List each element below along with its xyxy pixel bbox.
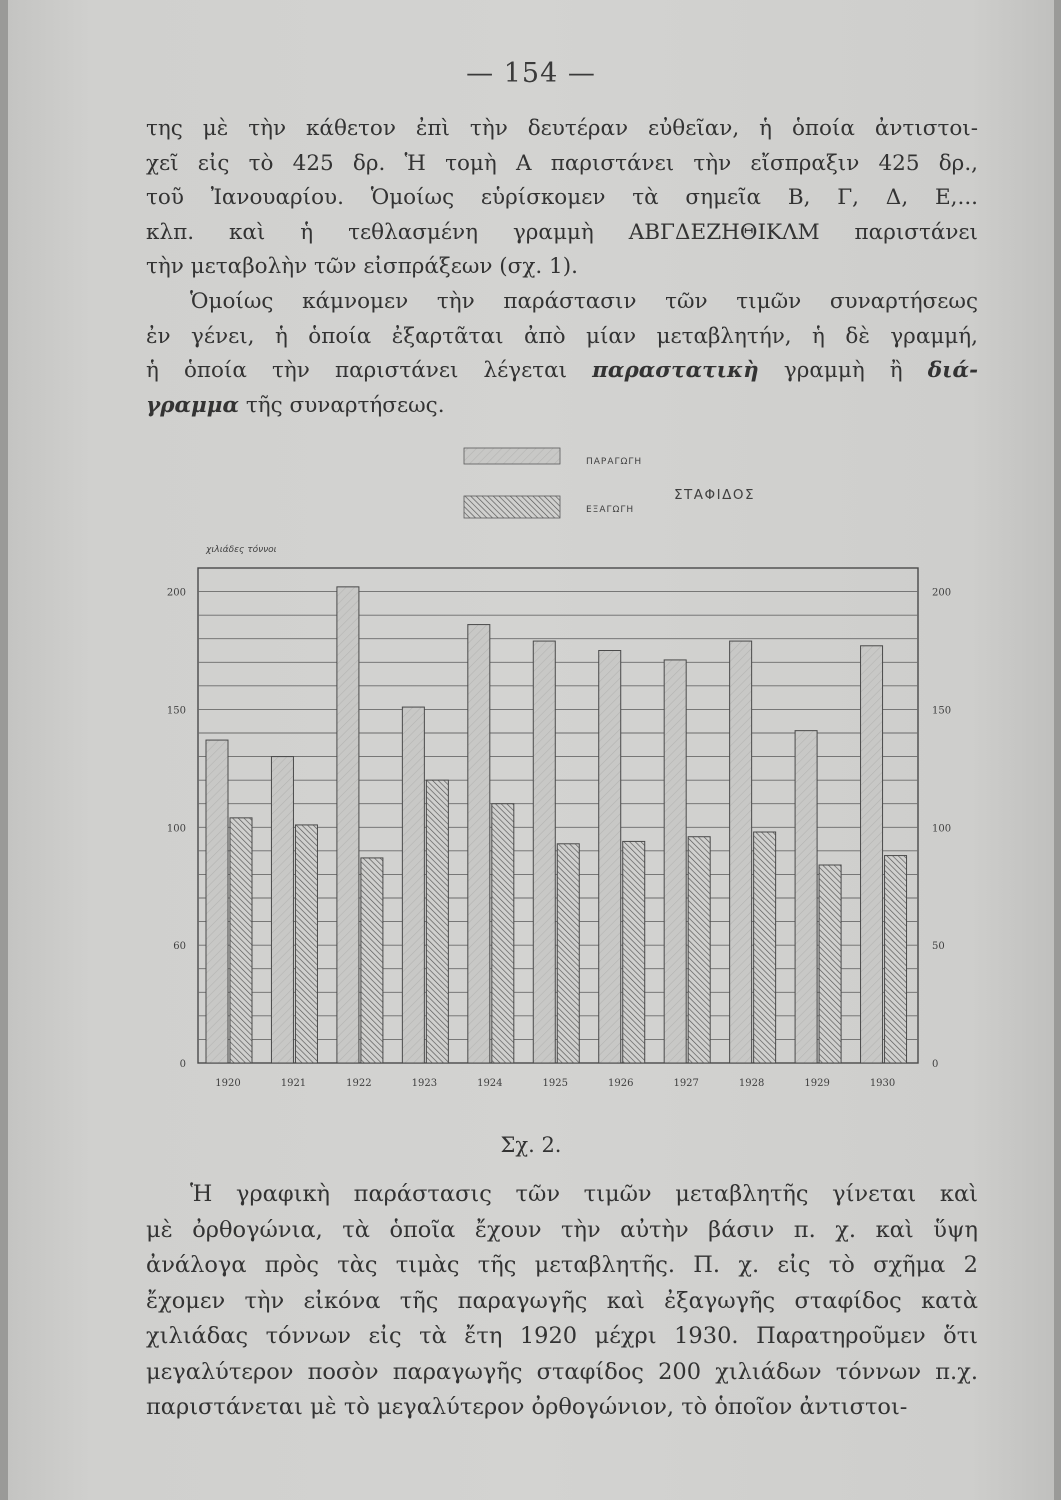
production-bar bbox=[795, 731, 817, 1063]
bar-chart bbox=[8, 0, 1054, 1110]
paragraph-3-line: παριστάνεται μὲ τὸ μεγαλύτερον ὀρθογώνιον, τὸ ὁποῖον ἀντιστοι- bbox=[146, 1394, 908, 1420]
x-tick-label: 1922 bbox=[346, 1078, 372, 1089]
term-diagramma-part2: γραμμα bbox=[146, 392, 240, 418]
paragraph-3-line: Ἡ γραφικὴ παράστασις τῶν τιμῶν μεταβλητῆς γίνεται καὶ bbox=[190, 1181, 978, 1207]
paragraph-2-line: ἐν γένει, ἡ ὁποία ἐξαρτᾶται ἀπὸ μίαν μεταβλητήν, ἡ δὲ γραμμή, bbox=[146, 323, 978, 349]
y-tick-label-left: 200 bbox=[166, 587, 186, 599]
figure-caption: Σχ. 2. bbox=[500, 1133, 562, 1157]
x-tick-label: 1927 bbox=[673, 1078, 699, 1089]
y-axis-label: χιλιάδες τόννοι bbox=[206, 545, 277, 555]
legend-swatch-production bbox=[464, 448, 560, 464]
x-tick-label: 1930 bbox=[869, 1078, 896, 1089]
production-bar bbox=[599, 651, 621, 1064]
paragraph-3-line: ἀνάλογα πρὸς τὰς τιμὰς τῆς μεταβλητῆς. Π. χ. εἰς τὸ σχῆμα 2 bbox=[146, 1252, 978, 1278]
chart-title: ΣΤΑΦΙΔΟΣ bbox=[674, 487, 756, 503]
term-parastatiki: παραστατικὴ bbox=[592, 358, 759, 383]
y-tick-label-left: 150 bbox=[166, 705, 186, 717]
y-tick-label-left: 100 bbox=[166, 823, 186, 835]
export-bar bbox=[623, 841, 645, 1063]
y-tick-label-right: 100 bbox=[932, 823, 952, 835]
paragraph-3-line: χιλιάδας τόννων εἰς τὰ ἔτη 1920 μέχρι 1930. Παρατηροῦμεν ὅτι bbox=[146, 1323, 978, 1349]
production-bar bbox=[533, 641, 555, 1063]
x-tick-label: 1923 bbox=[411, 1078, 438, 1089]
production-bar bbox=[730, 641, 752, 1063]
paragraph-3-line: ἔχομεν τὴν εἰκόνα τῆς παραγωγῆς καὶ ἐξαγωγῆς σταφίδος κατὰ bbox=[146, 1287, 978, 1314]
paragraph-3 bbox=[146, 1177, 978, 1426]
export-bar bbox=[819, 865, 841, 1063]
x-tick-label: 1924 bbox=[477, 1078, 503, 1089]
legend-label-export: ΕΞΑΓΩΓΗ bbox=[586, 505, 635, 515]
x-tick-label: 1925 bbox=[542, 1078, 568, 1089]
production-bar bbox=[468, 625, 490, 1063]
production-bar bbox=[206, 740, 228, 1063]
page-number: — 154 — bbox=[466, 58, 596, 89]
y-tick-label-right: 50 bbox=[932, 941, 945, 953]
production-bar bbox=[664, 660, 686, 1063]
export-bar bbox=[754, 832, 776, 1063]
export-bar bbox=[426, 780, 448, 1063]
x-tick-label: 1928 bbox=[738, 1078, 765, 1089]
production-bar bbox=[337, 587, 359, 1063]
y-tick-label-right: 200 bbox=[932, 587, 952, 599]
y-tick-label-left: 0 bbox=[179, 1059, 186, 1070]
y-tick-label-right: 150 bbox=[932, 705, 952, 717]
paragraph-2-text: ἡ ὁποία τὴν παριστάνει λέγεται bbox=[146, 358, 568, 383]
paragraph-1-line: της μὲ τὴν κάθετον ἐπὶ τὴν δευτέραν εὐθεῖαν, ἡ ὁποία ἀντιστοι- bbox=[146, 116, 978, 141]
term-diagramma-part1: διά- bbox=[927, 358, 978, 383]
paragraph-2-line: Ὁμοίως κάμνομεν τὴν παράστασιν τῶν τιμῶν συναρτήσεως bbox=[190, 289, 978, 314]
legend-swatch-export bbox=[464, 496, 560, 518]
x-tick-label: 1921 bbox=[280, 1078, 307, 1089]
paragraph-1-line: τὴν μεταβολὴν τῶν εἰσπράξεων (σχ. 1). bbox=[146, 254, 578, 279]
export-bar bbox=[688, 837, 710, 1063]
production-bar bbox=[861, 646, 883, 1063]
production-bar bbox=[271, 757, 293, 1063]
x-tick-label: 1920 bbox=[215, 1078, 241, 1089]
export-bar bbox=[557, 844, 579, 1063]
export-bar bbox=[885, 856, 907, 1063]
export-bar bbox=[361, 858, 383, 1063]
paragraph-2-text: τῆς συναρτήσεως. bbox=[245, 392, 445, 418]
paragraph-1-line: τοῦ Ἰανουαρίου. Ὁμοίως εὑρίσκομεν τὰ σημεῖα Β, Γ, Δ, Ε,... bbox=[146, 185, 978, 210]
export-bar bbox=[230, 818, 252, 1063]
x-tick-label: 1929 bbox=[804, 1078, 830, 1089]
paragraph-1-line: χεῖ εἰς τὸ 425 δρ. Ἡ τομὴ Α παριστάνει τὴν εἴσπραξιν 425 δρ., bbox=[146, 150, 978, 176]
export-bar bbox=[295, 825, 317, 1063]
paragraph-1-line: κλπ. καὶ ἡ τεθλασμένη γραμμὴ ΑΒΓΔΕΖΗΘΙΚΛΜ παριστάνει bbox=[146, 219, 978, 245]
book-page bbox=[8, 0, 1054, 1500]
y-tick-label-right: 0 bbox=[932, 1059, 939, 1070]
y-tick-label-left: 60 bbox=[173, 941, 186, 953]
legend-label-production: ΠΑΡΑΓΩΓΗ bbox=[586, 457, 643, 467]
paragraph-3-line: μὲ ὀρθογώνια, τὰ ὁποῖα ἔχουν τὴν αὐτὴν βάσιν π. χ. καὶ ὕψη bbox=[146, 1216, 978, 1243]
production-bar bbox=[402, 707, 424, 1063]
paragraph-2-text: γραμμὴ ἢ bbox=[783, 358, 903, 383]
x-tick-label: 1926 bbox=[608, 1078, 634, 1089]
paragraph-3-line: μεγαλύτερον ποσὸν παραγωγῆς σταφίδος 200 χιλιάδων τόννων π.χ. bbox=[146, 1358, 978, 1385]
export-bar bbox=[492, 804, 514, 1063]
